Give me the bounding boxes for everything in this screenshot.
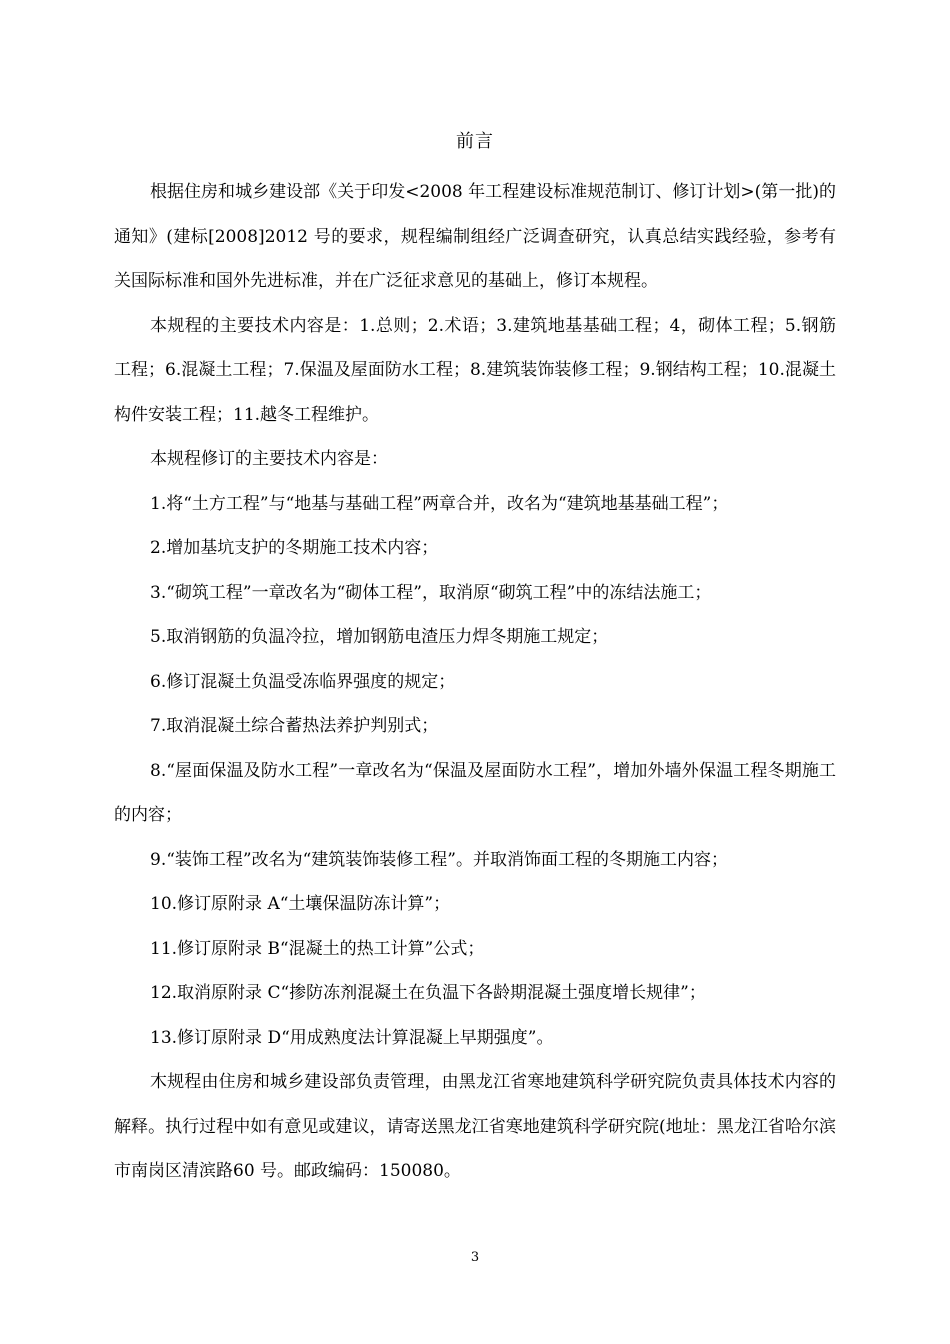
revision-item-1: 1.将“土方工程”与“地基与基础工程”两章合并，改名为“建筑地基基础工程”； [150, 493, 729, 514]
revision-item-13: 13.修订原附录 D“用成熟度法计算混凝上早期强度”。 [150, 1027, 554, 1048]
revision-item-7: 7.取消混凝土综合蓄热法养护判别式； [150, 716, 439, 736]
revision-item-10: 10.修订原附录 A“土壤保温防冻计算”； [150, 894, 451, 914]
paragraph-main-content: 本规程的主要技术内容是：1.总则；2.术语；3.建筑地基基础工程；4，砌体工程；5.钢筋工程；6.混凝土工程；7.保温及屋面防水工程；8.建筑装饰装修工程；9.钢结构工程；10.混凝土构件安装工程；11.越冬工程维护。 [114, 315, 836, 425]
revision-item-8: 8.“屋面保温及防水工程”一章改名为“保温及屋面防水工程”，增加外墙外保温工程冬期施工的内容； [114, 760, 836, 825]
revision-item-5: 5.取消钢筋的负温冷拉，增加钢筋电渣压力焊冬期施工规定； [150, 627, 609, 647]
document-body [114, 170, 836, 1194]
page-title: 前言 [456, 131, 494, 152]
paragraph-revision-intro: 本规程修订的主要技术内容是： [150, 449, 388, 469]
revision-item-11: 11.修订原附录 B“混凝土的热工计算”公式； [150, 938, 485, 959]
revision-item-12: 12.取消原附录 C“掺防冻剂混凝土在负温下各龄期混凝土强度增长规律”； [150, 983, 706, 1003]
revision-item-2: 2.增加基坑支护的冬期施工技术内容； [150, 538, 439, 558]
paragraph-administration: 木规程由住房和城乡建设部负责管理，由黑龙江省寒地建筑科学研究院负责具体技术内容的解释。执行过程中如有意见或建议，请寄送黑龙江省寒地建筑科学研究院(地址：黑龙江省哈尔滨市南岗区清滨路60 号。邮政编码：150080。 [114, 1072, 836, 1181]
revision-item-9: 9.“装饰工程”改名为“建筑装饰装修工程”。并取消饰面工程的冬期施工内容； [150, 849, 728, 870]
revision-item-6: 6.修订混凝土负温受冻临界强度的规定； [150, 671, 456, 692]
page-number: 3 [470, 1250, 480, 1265]
paragraph-background: 根据住房和城乡建设部《关于印发<2008 年工程建设标准规范制订、修订计划>(第一批)的通知》(建标[2008]2012 号的要求，规程编制组经广泛调查研究，认真总结实践经验，参考有关国际标准和国外先进标准，并在广泛征求意见的基础上，修订本规程。 [114, 182, 836, 291]
revision-item-3: 3.“砌筑工程”一章改名为“砌体工程”，取消原“砌筑工程”中的冻结法施工； [150, 582, 712, 603]
